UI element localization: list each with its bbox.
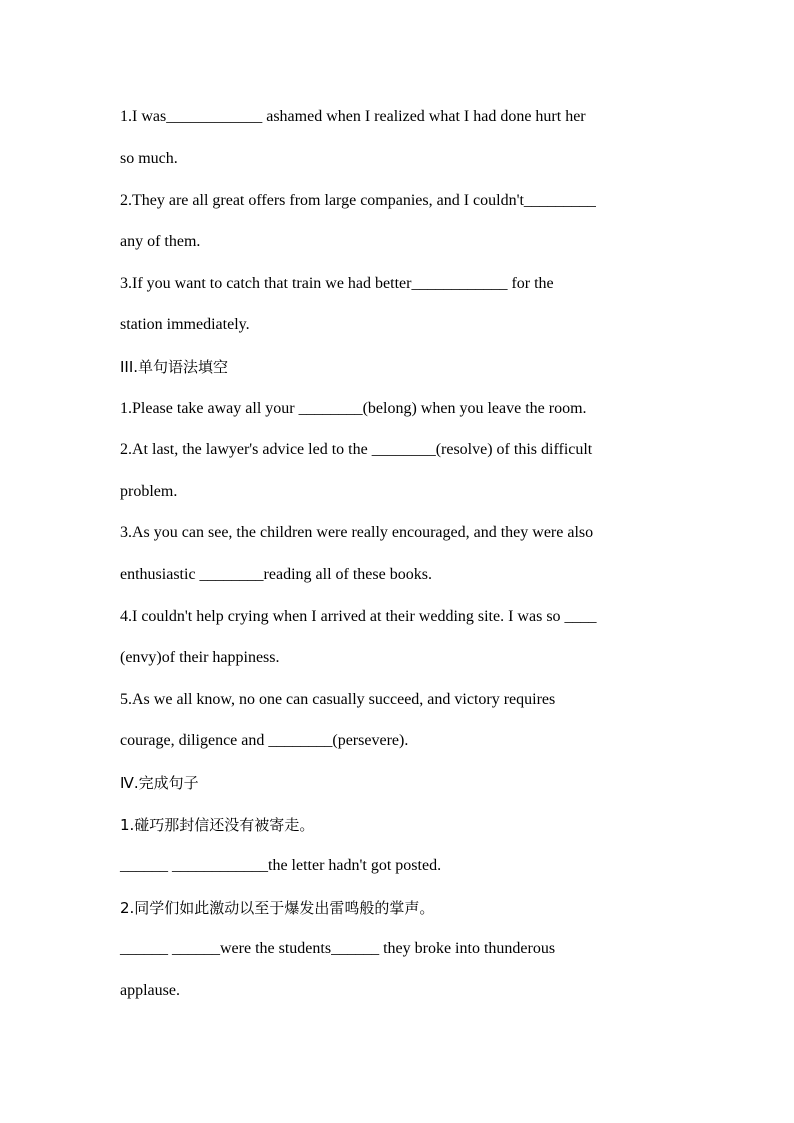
exercise-line: enthusiastic ________reading all of these books. xyxy=(120,566,432,583)
exercise-line: 5.As we all know, no one can casually succeed, and victory requires xyxy=(120,691,556,708)
section-heading-sentences: Ⅳ.完成句子 xyxy=(120,774,199,792)
exercise-line: 3.As you can see, the children were really encouraged, and they were also xyxy=(120,524,594,541)
exercise-line: 1.Please take away all your ________(belong) when you leave the room. xyxy=(120,400,587,417)
exercise-line: ______ ______were the students______ they broke into thunderous xyxy=(120,940,556,957)
exercise-line: courage, diligence and ________(persevere). xyxy=(120,732,409,749)
exercise-line: 2.At last, the lawyer's advice led to the ________(resolve) of this difficult xyxy=(120,441,593,458)
exercise-line: 4.I couldn't help crying when I arrived at their wedding site. I was so ____ xyxy=(120,608,597,625)
exercise-line: problem. xyxy=(120,483,178,500)
exercise-line: (envy)of their happiness. xyxy=(120,649,280,666)
section-heading-grammar: III.单句语法填空 xyxy=(120,358,229,376)
exercise-line: ______ ____________the letter hadn't got posted. xyxy=(120,857,442,874)
exercise-line: station immediately. xyxy=(120,316,250,333)
exercise-line: 1.I was____________ ashamed when I realized what I had done hurt her xyxy=(120,108,586,125)
exercise-line: so much. xyxy=(120,150,178,167)
exercise-line: any of them. xyxy=(120,233,201,250)
exercise-line: 2.They are all great offers from large companies, and I couldn't_________ xyxy=(120,192,596,209)
exercise-line: applause. xyxy=(120,982,180,999)
exercise-line: 3.If you want to catch that train we had better____________ for the xyxy=(120,275,554,292)
exercise-prompt-chinese: 2.同学们如此激动以至于爆发出雷鸣般的掌声。 xyxy=(120,899,435,917)
exercise-prompt-chinese: 1.碰巧那封信还没有被寄走。 xyxy=(120,816,315,834)
